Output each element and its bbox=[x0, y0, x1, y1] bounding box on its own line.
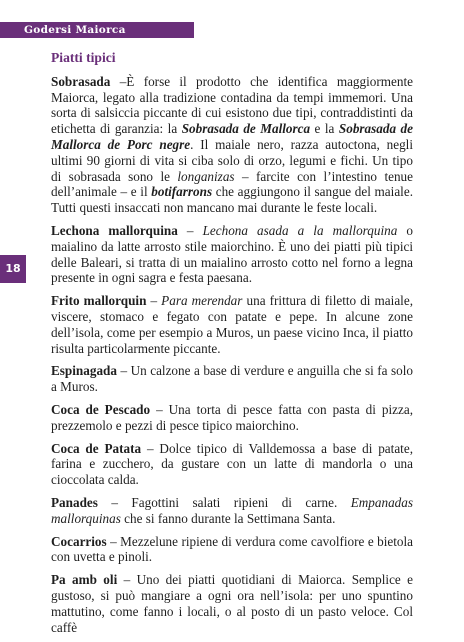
entry-lechona bbox=[51, 223, 413, 286]
entry-text: – bbox=[177, 222, 203, 238]
entry-italic: longanizas bbox=[177, 168, 235, 184]
entry-emphasis: botifarrons bbox=[151, 184, 213, 200]
entry-term: Lechona mallorquina bbox=[51, 222, 178, 238]
entry-text: – Un calzone a base di verdure e anguilla che si fa solo a Muros. bbox=[51, 363, 413, 395]
entry-text: – Una torta di pesce fatta con pasta di pizza, prezzemolo e pezzi di pesce tipico maiorchino. bbox=[51, 401, 413, 433]
entry-term: Panades bbox=[51, 494, 98, 510]
entry-text: che aggiungono il sangue del maiale. Tutti questi insaccati non mancano mai durante le feste locali. bbox=[51, 184, 413, 216]
entry-italic: Para merendar bbox=[161, 293, 243, 309]
entry-text: – Uno dei piatti quotidiani di Maiorca. Semplice e gustoso, si può mangiare a ogni ora nell’isola: per uno spuntino mattutino, come fanno i locali, o al posto di un pasto veloce. Col caffè bbox=[51, 572, 413, 635]
entry-term: Espinagada bbox=[51, 363, 117, 379]
entry-panades bbox=[51, 495, 413, 527]
page-number: 18 bbox=[0, 255, 26, 283]
entry-italic: Empanadas mallorquinas bbox=[51, 494, 413, 526]
entry-coca-patata bbox=[51, 441, 413, 488]
entry-espinagada bbox=[51, 363, 413, 395]
entry-text: – Mezzelune ripiene di verdura come cavolfiore e bietola con uvetta e pinoli. bbox=[51, 533, 413, 565]
entry-text: una frittura di filetto di maiale, viscere, stomaco e fegato con patate e pepe. In alcune zone dell’isola, come per esempio a Muros, un paese vicino Inca, il piatto risulta particolarmente piccante. bbox=[51, 293, 413, 356]
entry-term: Coca de Patata bbox=[51, 440, 142, 456]
entry-pa-amb-oli bbox=[51, 572, 413, 635]
section-title: Piatti tipici bbox=[51, 50, 116, 65]
entry-emphasis: Sobrasada de Mallorca bbox=[181, 121, 311, 137]
entry-text: –È forse il prodotto che identifica maggiormente Maiorca, legato alla tradizione contadina da tempi immemori. Una sorta di salsiccia piccante di cui esistono due tipi, contraddistinti da etichetta di garanzia: la bbox=[51, 73, 413, 137]
entry-coca-pescado bbox=[51, 402, 413, 434]
entry-text: – Fagottini salati ripieni di carne. bbox=[97, 494, 351, 510]
entry-cocarrios bbox=[51, 534, 413, 566]
entry-text: che si fanno durante la Settimana Santa. bbox=[120, 510, 336, 526]
entry-text: – bbox=[146, 293, 162, 309]
entry-text: – Dolce tipico di Valldemossa a base di patate, farina e zucchero, da gustare con un latte di mandorla o una cioccolata calda. bbox=[51, 440, 413, 488]
entry-term: Sobrasada bbox=[51, 73, 111, 89]
entry-sobrasada bbox=[51, 74, 413, 216]
entry-term: Coca de Pescado bbox=[51, 401, 151, 417]
entry-text: o maialino da latte arrosto stile maiorchino. È uno dei piatti più tipici delle Baleari, si tratta di un maialino arrosto cotto nel forno a legna presente in ogni sagra e festa paesana. bbox=[51, 222, 414, 286]
entry-frito bbox=[51, 293, 413, 356]
entry-emphasis: Sobrasada de Mallorca de Porc negre bbox=[51, 121, 413, 152]
entry-term: Cocarrios bbox=[51, 533, 107, 549]
entry-text: . Il maiale nero, razza autoctona, negli ultimi 90 giorni di vita si ciba solo di orzo, legumi e fichi. Un tipo di sobrasada sono le bbox=[51, 136, 413, 184]
entry-text: – farcite con l’intestino tenue dell’animale – e il bbox=[51, 168, 414, 200]
entry-italic: Lechona asada a la mallorquina bbox=[202, 222, 398, 238]
entry-term: Frito mallorquin bbox=[51, 293, 147, 309]
page-body bbox=[51, 50, 413, 642]
running-header: Godersi Maiorca bbox=[0, 22, 194, 38]
entry-text: e la bbox=[310, 121, 339, 137]
entry-term: Pa amb oli bbox=[51, 572, 118, 588]
